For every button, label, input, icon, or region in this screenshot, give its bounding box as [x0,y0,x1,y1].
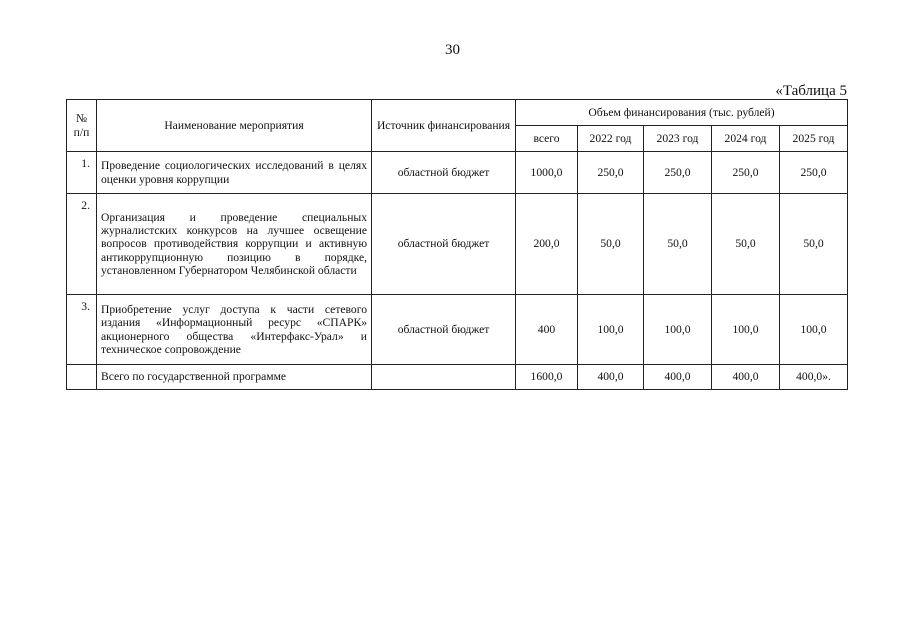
row-value: 100,0 [780,295,848,365]
row-num: 2. [67,194,97,295]
total-value: 400,0». [780,365,848,390]
row-name: Приобретение услуг доступа к части сетевого издания «Информационный ресурс «СПАРК» акционерного общества «Интерфакс-Урал» и техническое сопровождение [97,295,372,365]
total-source-empty [372,365,516,390]
total-label: Всего по государственной программе [97,365,372,390]
header-year: 2024 год [712,126,780,152]
total-value: 1600,0 [516,365,578,390]
header-row [67,100,848,126]
row-value: 1000,0 [516,152,578,194]
total-value: 400,0 [712,365,780,390]
header-year: 2022 год [578,126,644,152]
table-caption: «Таблица 5 [775,83,847,99]
row-source: областной бюджет [372,152,516,194]
row-name: Проведение социологических исследований в целях оценки уровня коррупции [97,152,372,194]
header-num: № п/п [67,100,97,152]
row-name: Организация и проведение специальных журналистских конкурсов на лучшее освещение вопросов противодействия коррупции и активную антикоррупционную позицию в порядке, установленном Губернатором Челябинской области [97,194,372,295]
total-row [67,365,848,390]
table-row [67,152,848,194]
row-num: 1. [67,152,97,194]
row-value: 100,0 [644,295,712,365]
row-value: 50,0 [578,194,644,295]
row-value: 50,0 [712,194,780,295]
table-row [67,194,848,295]
page-number: 30 [445,42,460,58]
total-value: 400,0 [644,365,712,390]
row-source: областной бюджет [372,194,516,295]
row-value: 250,0 [712,152,780,194]
row-value: 100,0 [712,295,780,365]
table-row [67,295,848,365]
row-value: 100,0 [578,295,644,365]
row-value: 250,0 [780,152,848,194]
financing-table [66,99,848,390]
row-value: 200,0 [516,194,578,295]
row-value: 400 [516,295,578,365]
header-year: 2025 год [780,126,848,152]
header-year: 2023 год [644,126,712,152]
header-year: всего [516,126,578,152]
row-source: областной бюджет [372,295,516,365]
row-value: 250,0 [644,152,712,194]
total-value: 400,0 [578,365,644,390]
row-value: 50,0 [780,194,848,295]
row-value: 250,0 [578,152,644,194]
header-volume: Объем финансирования (тыс. рублей) [516,100,848,126]
header-name: Наименование мероприятия [97,100,372,152]
header-source: Источник финансирования [372,100,516,152]
total-num-empty [67,365,97,390]
row-value: 50,0 [644,194,712,295]
row-num: 3. [67,295,97,365]
